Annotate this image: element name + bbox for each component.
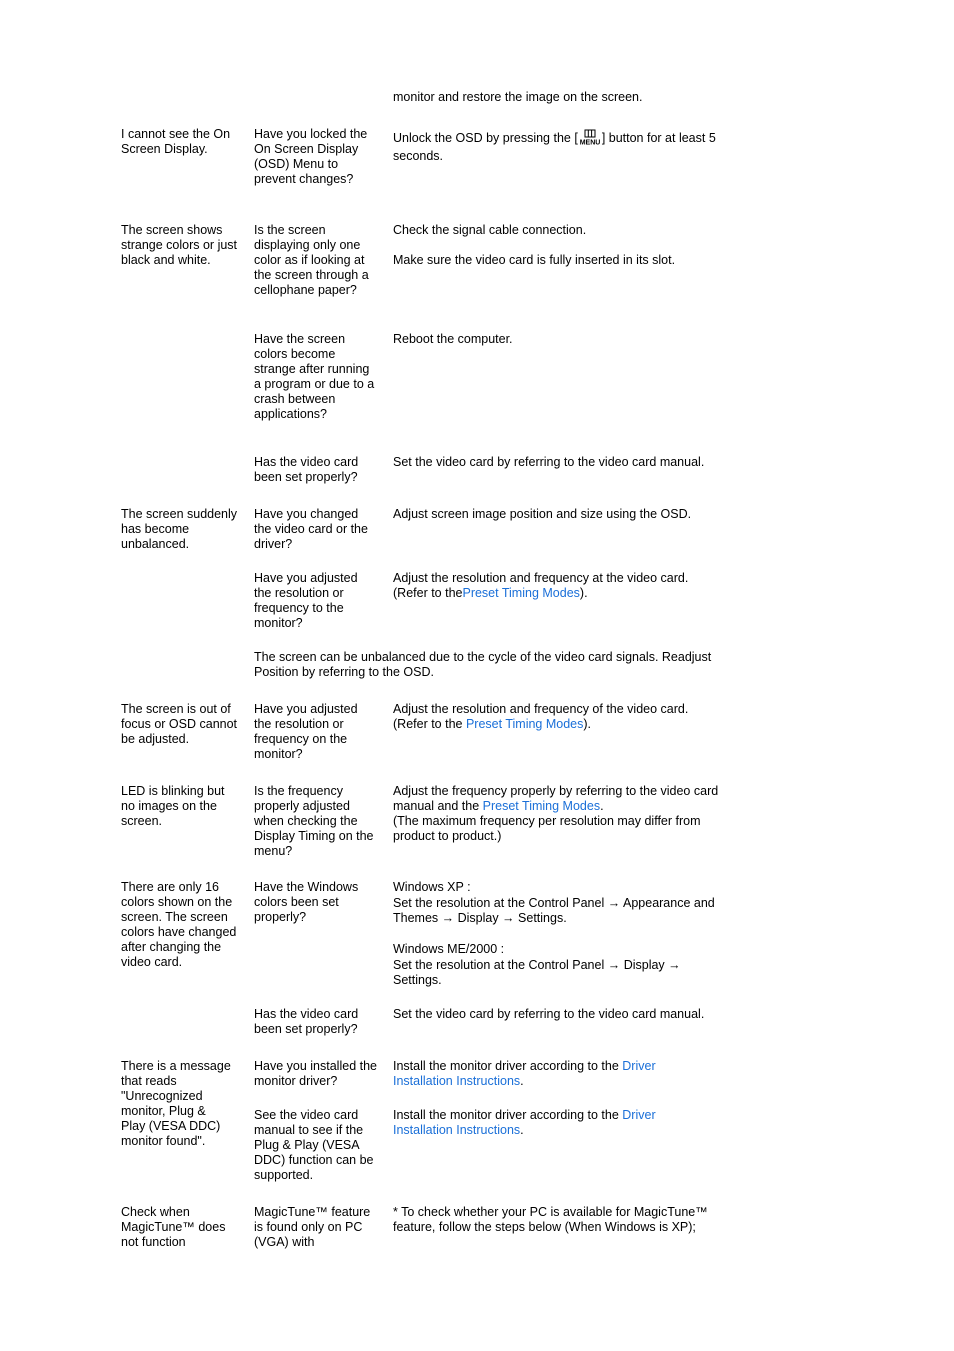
check-adjusted-resolution: Have you adjusted the resolution or frequency to the monitor?: [254, 571, 358, 630]
svg-text:MENU: MENU: [579, 139, 601, 145]
problem-magictune: Check when MagicTune™ does not function: [121, 1205, 226, 1249]
check-osd-locked: Have you locked the On Screen Display (OSD) Menu to prevent changes?: [254, 127, 368, 186]
problem-osd: I cannot see the On Screen Display.: [121, 127, 231, 156]
driver-installation-instructions-link[interactable]: Driver Installation Instructions: [393, 1059, 656, 1088]
preset-timing-modes-link[interactable]: Preset Timing Modes: [462, 586, 580, 600]
solution-windows-xp: Windows XP : Set the resolution at the Control Panel → Appearance and Themes → Display → Settings.: [393, 880, 715, 925]
solution-set-video-card: Set the video card by referring to the video card manual.: [393, 455, 705, 469]
problem-unbalanced: The screen suddenly has become unbalanced.: [121, 507, 238, 551]
solution-video-card-inserted: Make sure the video card is fully inserted in its slot.: [393, 253, 676, 267]
check-installed-driver: Have you installed the monitor driver?: [254, 1059, 377, 1088]
check-resolution-on-monitor: Have you adjusted the resolution or frequency on the monitor?: [254, 702, 358, 761]
solution-unlock-osd: Unlock the OSD by pressing the [ MENU ] button for at least 5 seconds.: [393, 131, 716, 163]
solution-reboot: Reboot the computer.: [393, 332, 513, 346]
problem-unrecognized-monitor: There is a message that reads "Unrecognized monitor, Plug & Play (VESA DDC) monitor found".: [121, 1059, 231, 1148]
solution-adjust-resolution: Adjust the resolution and frequency at the video card. (Refer to thePreset Timing Modes).: [393, 571, 689, 600]
driver-installation-instructions-link[interactable]: Driver Installation Instructions: [393, 1108, 656, 1137]
check-changed-video-card: Have you changed the video card or the driver?: [254, 507, 368, 551]
check-colors-after-crash: Have the screen colors become strange after running a program or due to a crash between applications?: [254, 332, 375, 421]
continued-solution-text: monitor and restore the image on the screen.: [393, 90, 643, 104]
check-plug-and-play: See the video card manual to see if the Plug & Play (VESA DDC) function can be supported.: [254, 1108, 374, 1182]
solution-set-video-card: Set the video card by referring to the video card manual.: [393, 1007, 705, 1021]
check-frequency-adjusted: Is the frequency properly adjusted when checking the Display Timing on the menu?: [254, 784, 374, 858]
problem-led-blinking: LED is blinking but no images on the screen.: [121, 784, 225, 828]
solution-windows-me: Windows ME/2000 : Set the resolution at the Control Panel → Display → Settings.: [393, 942, 681, 987]
solution-install-driver: Install the monitor driver according to the Driver Installation Instructions.: [393, 1108, 656, 1137]
check-magictune-vga: MagicTune™ feature is found only on PC (VGA) with: [254, 1205, 371, 1249]
check-video-card-set: Has the video card been set properly?: [254, 1007, 359, 1036]
solution-magictune-check: * To check whether your PC is available for MagicTune™ feature, follow the steps below (When Windows is XP);: [393, 1205, 708, 1234]
note-unbalanced-cycle: The screen can be unbalanced due to the cycle of the video card signals. Readjust Position by referring to the OSD.: [254, 650, 712, 679]
solution-check-cable: Check the signal cable connection.: [393, 223, 587, 237]
solution-adjust-frequency: Adjust the frequency properly by referring to the video card manual and the Preset Timing Modes. (The maximum frequency per resolution may differ from product to product.): [393, 784, 719, 843]
preset-timing-modes-link[interactable]: Preset Timing Modes: [465, 717, 584, 731]
solution-adjust-video-card: Adjust the resolution and frequency of the video card. (Refer to the Preset Timing Modes).: [393, 702, 689, 731]
solution-install-driver: Install the monitor driver according to the Driver Installation Instructions.: [393, 1059, 656, 1088]
problem-16-colors: There are only 16 colors shown on the screen. The screen colors have changed after changing the video card.: [121, 880, 237, 969]
check-video-card-set: Has the video card been set properly?: [254, 455, 359, 484]
preset-timing-modes-link[interactable]: Preset Timing Modes: [482, 799, 601, 813]
problem-out-of-focus: The screen is out of focus or OSD cannot be adjusted.: [121, 702, 238, 746]
check-windows-colors: Have the Windows colors been set properly?: [254, 880, 359, 924]
check-one-color: Is the screen displaying only one color as if looking at the screen through a cellophane paper?: [254, 223, 369, 297]
solution-adjust-position: Adjust screen image position and size using the OSD.: [393, 507, 692, 521]
menu-button-icon: [578, 129, 602, 145]
problem-strange-colors: The screen shows strange colors or just black and white.: [121, 223, 238, 267]
